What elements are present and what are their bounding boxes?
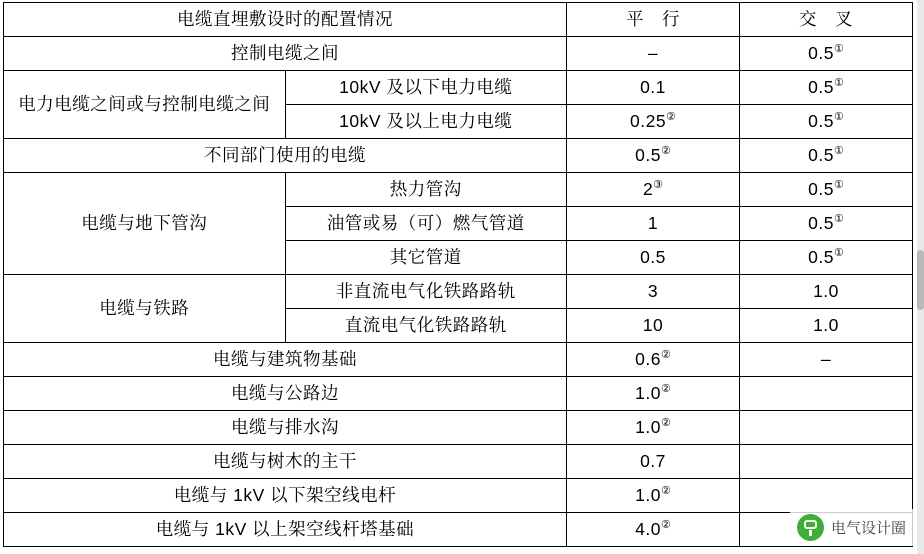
scrollbar-track[interactable] [917,0,924,554]
header-crossing: 交 叉 [740,3,913,37]
row-crossing [740,343,913,377]
row-crossing [740,411,913,445]
row-crossing [740,275,913,309]
row-label: 电缆与地下管沟 [4,173,286,275]
row-crossing [740,139,913,173]
row-sublabel: 直流电气化铁路路轨 [285,309,567,343]
value-text: 0.5 [640,247,666,268]
row-parallel [567,105,740,139]
row-label: 电缆与树木的主干 [4,445,567,479]
wechat-account-logo-icon [797,514,824,541]
value-text: 0.7 [640,451,666,472]
row-crossing [740,445,913,479]
row-label: 电缆与 1kV 以下架空线电杆 [4,479,567,513]
table-row [4,445,913,479]
header-config: 电缆直埋敷设时的配置情况 [4,3,567,37]
row-parallel [567,241,740,275]
row-label: 电缆与铁路 [4,275,286,343]
row-crossing [740,479,913,513]
row-parallel [567,275,740,309]
value-text: 0.1 [640,77,666,98]
value-text: 0.6 [635,349,661,370]
row-sublabel: 油管或易（可）燃气管道 [285,207,567,241]
value-text: 1.0 [635,417,661,438]
value-text: 0.5 [808,179,834,200]
row-parallel [567,309,740,343]
row-label: 电缆与建筑物基础 [4,343,567,377]
row-label: 电缆与公路边 [4,377,567,411]
note-marker: ① [833,213,844,226]
value-text: – [647,43,659,64]
value-text: 4.0 [635,519,661,540]
value-text: 2 [642,179,654,200]
value-text: 0.5 [808,77,834,98]
table-row [4,173,913,207]
note-marker: ① [833,111,844,124]
row-sublabel: 10kV 及以下电力电缆 [285,71,567,105]
scrollbar-thumb[interactable] [917,250,924,310]
value-text: 0.5 [808,247,834,268]
table-row [4,343,913,377]
note-marker: ② [660,383,671,396]
row-crossing [740,105,913,139]
value-text: 0.5 [635,145,661,166]
row-label: 电力电缆之间或与控制电缆之间 [4,71,286,139]
value-text: 0.5 [808,145,834,166]
note-marker: ① [833,179,844,192]
row-parallel [567,139,740,173]
table-row [4,37,913,71]
row-crossing [740,241,913,275]
value-text: 1.0 [813,281,839,302]
value-text: 10 [642,315,664,336]
table-header-row [4,3,913,37]
row-crossing [740,173,913,207]
note-marker: ① [833,145,844,158]
watermark-label: 电气设计圈 [830,520,906,537]
note-marker: ② [660,519,671,532]
note-marker: ① [833,77,844,90]
row-parallel [567,71,740,105]
note-marker: ② [666,111,676,124]
note-marker: ② [660,349,671,362]
table-row [4,377,913,411]
note-marker: ① [833,247,844,260]
row-crossing [740,309,913,343]
row-sublabel: 热力管沟 [285,173,567,207]
table-row [4,513,913,547]
value-text: 0.5 [808,43,834,64]
row-sublabel: 其它管道 [285,241,567,275]
row-parallel [567,479,740,513]
cable-clearance-table [3,2,913,547]
note-marker: ① [833,43,844,56]
row-label: 不同部门使用的电缆 [4,139,567,173]
value-text: 1.0 [813,315,839,336]
value-text: 0.5 [808,111,834,132]
row-parallel [567,343,740,377]
table-row [4,71,913,105]
table-row [4,139,913,173]
value-text: 3 [647,281,659,302]
row-parallel [567,445,740,479]
row-crossing [740,377,913,411]
note-marker: ② [660,485,671,498]
row-parallel [567,37,740,71]
row-parallel [567,411,740,445]
value-text: 1.0 [635,383,661,404]
note-marker: ② [660,145,671,158]
value-text: 0.25 [630,111,667,132]
header-parallel: 平 行 [567,3,740,37]
row-crossing [740,207,913,241]
row-label: 控制电缆之间 [4,37,567,71]
row-parallel [567,377,740,411]
row-label: 电缆与排水沟 [4,411,567,445]
table-row [4,479,913,513]
row-parallel [567,513,740,547]
row-parallel [567,173,740,207]
value-text: – [820,349,832,370]
note-marker: ③ [653,179,664,192]
row-sublabel: 10kV 及以上电力电缆 [285,105,567,139]
row-label: 电缆与 1kV 以上架空线杆塔基础 [4,513,567,547]
value-text: 1.0 [635,485,661,506]
value-text: 1 [647,213,659,234]
value-text: 0.5 [808,213,834,234]
row-sublabel: 非直流电气化铁路路轨 [285,275,567,309]
note-marker: ② [660,417,671,430]
row-crossing [740,37,913,71]
table-row [4,411,913,445]
row-parallel [567,207,740,241]
watermark-badge [790,509,916,546]
row-crossing [740,71,913,105]
table-row [4,275,913,309]
